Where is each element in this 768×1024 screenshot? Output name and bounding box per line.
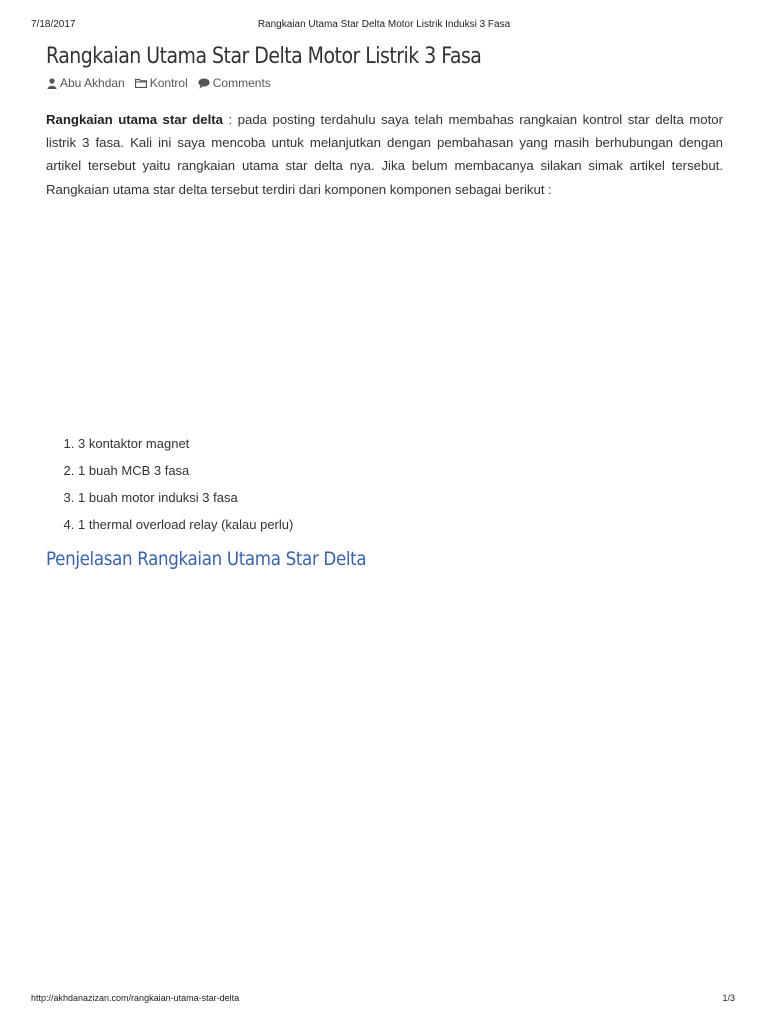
- intro-bold: Rangkaian utama star delta: [46, 112, 224, 127]
- print-header-title: Rangkaian Utama Star Delta Motor Listrik Induksi 3 Fasa: [257, 19, 511, 30]
- comments-label: Comments: [212, 76, 271, 90]
- components-list: [46, 432, 293, 540]
- intro-text: : pada posting terdahulu saya telah membahas rangkaian kontrol star delta motor listrik 3 fasa. Kali ini saya mencoba untuk melanjutkan dengan pembahasan yang masih berhubungan dengan artikel tersebut yaitu rangkaian utama star delta nya. Jika belum membacanya silakan simak artikel tersebut. Rangkaian utama star delta tersebut terdiri dari komponen komponen sebagai berikut :: [46, 112, 724, 197]
- list-item: 4. 1 thermal overload relay (kalau perlu): [78, 513, 293, 540]
- print-page-number: 1/3: [722, 993, 735, 1003]
- section-heading[interactable]: Penjelasan Rangkaian Utama Star Delta: [46, 548, 367, 570]
- comment-icon: [198, 78, 210, 89]
- post-title: Rangkaian Utama Star Delta Motor Listrik 3 Fasa: [46, 44, 482, 69]
- print-url: http://akhdanazizan.com/rangkaian-utama-star-delta: [31, 993, 240, 1003]
- author-link[interactable]: [47, 76, 125, 90]
- intro-paragraph: [46, 108, 723, 201]
- list-item: 1. 3 kontaktor magnet: [78, 432, 293, 459]
- category-name: Kontrol: [149, 76, 188, 90]
- list-item: 3. 1 buah motor induksi 3 fasa: [78, 486, 293, 513]
- print-date: 7/18/2017: [31, 19, 76, 30]
- user-icon: [47, 78, 57, 89]
- author-name: Abu Akhdan: [60, 76, 125, 90]
- category-link[interactable]: [135, 76, 188, 90]
- comments-link[interactable]: [198, 76, 271, 90]
- list-item: 2. 1 buah MCB 3 fasa: [78, 459, 293, 486]
- post-meta: [47, 76, 281, 90]
- folder-icon: [135, 78, 147, 88]
